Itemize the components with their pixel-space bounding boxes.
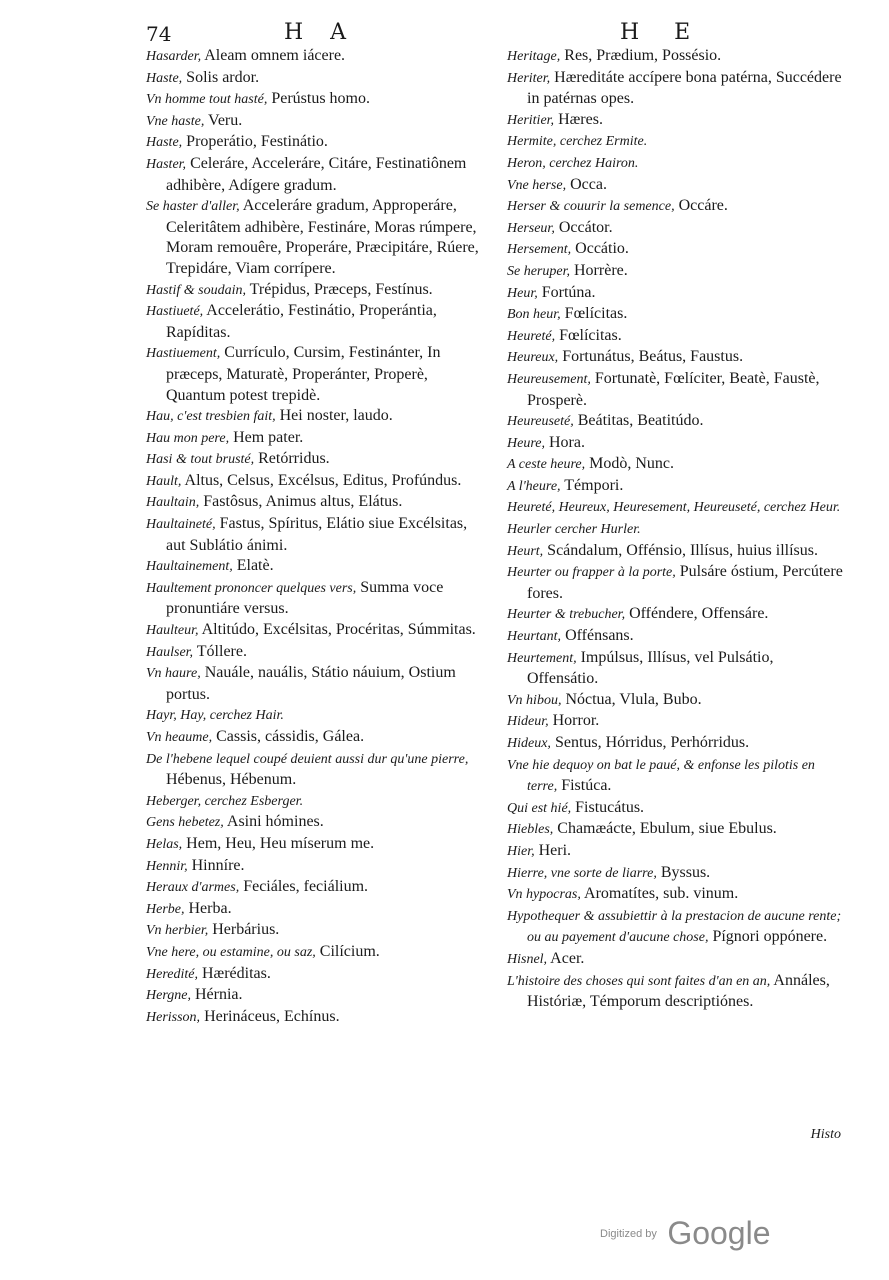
dictionary-entry [146, 492, 486, 514]
latin-gloss: Accelerátio, Festinátio, Properántia, Rapíditas. [166, 302, 437, 341]
headword: Hiebles, [507, 822, 554, 838]
watermark-prefix: Digitized by [600, 1227, 657, 1240]
dictionary-entry [146, 428, 486, 450]
dictionary-entry [507, 949, 847, 971]
latin-gloss: Acer. [547, 949, 585, 967]
headword: Haultain, [146, 495, 200, 511]
latin-gloss: Hei noster, laudo. [275, 407, 393, 425]
latin-gloss: Nauále, nauális, Státio náuium, Ostium portus. [166, 664, 456, 703]
dictionary-entry [507, 261, 847, 283]
headword: Heurter ou frapper à la porte, [507, 565, 676, 581]
latin-gloss: Hem, Heu, Heu míserum me. [182, 834, 375, 852]
headword: Hersement, [507, 242, 572, 258]
latin-gloss: Celeráre, Acceleráre, Citáre, Festinatiônem adhibère, Adígere gradum. [166, 154, 467, 194]
headword: Haster, [146, 156, 187, 172]
latin-gloss: Hora. [544, 433, 585, 451]
dictionary-entry [507, 153, 847, 175]
headword: Vne herse, [507, 177, 567, 193]
dictionary-entry [507, 476, 847, 498]
headword: Helas, [146, 836, 183, 852]
headword: Heredité, [146, 966, 198, 982]
dictionary-entry [507, 304, 847, 326]
latin-gloss: Cilícium. [315, 942, 380, 960]
latin-gloss: Aleam omnem iácere. [201, 47, 346, 64]
latin-gloss: Herbárius. [208, 921, 280, 939]
latin-gloss: Asini hómines. [223, 813, 324, 831]
dictionary-entry [146, 301, 486, 343]
latin-gloss: Fistúca. [557, 777, 612, 795]
headword: Hypothequer & assubiettir à la prestacion de aucune rente; ou au payement d'aucune chose, [507, 908, 842, 946]
latin-gloss: Horrère. [570, 261, 628, 279]
latin-gloss: Aromatítes, sub. vinum. [580, 885, 739, 903]
dictionary-entry [146, 46, 486, 68]
latin-gloss: Fastus, Spíritus, Elátio siue Excélsitas, aut Sublátio ánimi. [166, 515, 468, 554]
dictionary-entry [146, 280, 486, 302]
headword: Vne haste, [146, 113, 205, 129]
dictionary-entry [507, 239, 847, 261]
dictionary-entry [507, 541, 847, 563]
dictionary-entry [507, 411, 847, 433]
dictionary-entry [146, 856, 486, 878]
dictionary-entry [507, 733, 847, 755]
dictionary-entry [146, 406, 486, 428]
dictionary-entry [146, 899, 486, 921]
headword: Heurtement, [507, 650, 577, 666]
latin-gloss: Tóllere. [193, 642, 247, 660]
dictionary-entry [507, 369, 847, 411]
headword: Heur, [507, 285, 538, 301]
headword: Haulteur, [146, 623, 199, 639]
latin-gloss: Res, Prædium, Possésio. [560, 47, 722, 64]
dictionary-entry [146, 154, 486, 196]
latin-gloss: Fœlícitas. [555, 326, 622, 344]
latin-gloss: Trépidus, Præceps, Festínus. [245, 280, 433, 298]
latin-gloss: Occátor. [554, 218, 613, 236]
headword: Vne hie dequoy on bat le paué, & enfonse les pilotis en terre, [507, 757, 815, 795]
latin-gloss: Offénsans. [561, 627, 634, 645]
headword: Haste, [146, 135, 183, 151]
headword: Se heruper, [507, 263, 570, 279]
dictionary-entry [146, 578, 486, 620]
dictionary-entry [507, 690, 847, 712]
headword: Heureux, [507, 350, 559, 366]
headword: Hergne, [146, 988, 191, 1004]
headword: Herisson, [146, 1009, 201, 1025]
headword: Heraux d'armes, [146, 880, 240, 896]
headword: Hastiueté, [146, 304, 204, 320]
dictionary-entry [507, 131, 847, 153]
headword: Se haster d'aller, [146, 199, 240, 215]
dictionary-entry [507, 906, 847, 949]
digitization-watermark [600, 1215, 771, 1252]
dictionary-entry [146, 920, 486, 942]
dictionary-entry [146, 727, 486, 749]
dictionary-entry [507, 519, 847, 541]
dictionary-entry [507, 819, 847, 841]
dictionary-entry [507, 347, 847, 369]
headword: A ceste heure, [507, 457, 586, 473]
latin-gloss: Retórridus. [254, 450, 330, 468]
headword: Vn hypocras, [507, 887, 581, 903]
dictionary-entry [146, 89, 486, 111]
dictionary-entry [146, 663, 486, 705]
dictionary-entry [146, 111, 486, 133]
latin-gloss: Currículo, Cursim, Festinánter, In præceps, Maturatè, Properánter, Properè, Quantum potest trepidè. [166, 344, 441, 404]
latin-gloss: Horror. [548, 712, 600, 730]
latin-gloss: Altitúdo, Excélsitas, Procéritas, Súmmitas. [198, 621, 476, 639]
dictionary-entry [507, 841, 847, 863]
latin-gloss: Impúlsus, Illísus, vel Pulsátio, Offensátio. [527, 648, 774, 688]
latin-gloss: Modò, Nunc. [585, 455, 675, 473]
headword: Heritage, [507, 49, 561, 64]
latin-gloss: Hébenus, Hébenum. [166, 771, 297, 789]
headword: Hau, c'est tresbien fait, [146, 409, 276, 425]
watermark-brand: Google [667, 1215, 771, 1251]
latin-gloss: Feciáles, feciálium. [239, 878, 369, 896]
catchword: Histo [810, 1127, 841, 1142]
latin-gloss: Heri. [534, 841, 572, 859]
headword: Qui est hié, [507, 800, 572, 816]
headword: Haultement prononcer quelques vers, [146, 580, 357, 596]
dictionary-entry [507, 110, 847, 132]
latin-gloss: Occátio. [571, 240, 629, 258]
latin-gloss: Fortunátus, Beátus, Faustus. [558, 348, 744, 366]
dictionary-entry [507, 218, 847, 240]
running-header-left: H A [284, 20, 357, 45]
dictionary-entry [146, 964, 486, 986]
dictionary-entry [146, 942, 486, 964]
dictionary-entry [146, 132, 486, 154]
dictionary-entry [507, 755, 847, 798]
latin-gloss: Occáre. [674, 197, 728, 215]
dictionary-entry [507, 711, 847, 733]
headword: Hierre, vne sorte de liarre, [507, 865, 657, 881]
latin-gloss: Cassis, cássidis, Gálea. [212, 728, 365, 745]
headword: Heure, [507, 435, 545, 451]
headword: Hau mon pere, [146, 430, 230, 446]
latin-gloss: Pígnori oppónere. [708, 928, 828, 946]
headword: Haulser, [146, 644, 194, 660]
latin-gloss: Hæréditas. [197, 964, 271, 982]
dictionary-entry [146, 68, 486, 90]
latin-gloss: Hæreditáte accípere bona patérna, Succédere in patérnas opes. [527, 68, 842, 108]
headword: Heurler cercher Hurler. [507, 522, 641, 538]
latin-gloss: Fortunatè, Fœlíciter, Beatè, Faustè, Prosperè. [527, 369, 820, 409]
latin-gloss: Perústus homo. [267, 90, 370, 108]
headword: Haultainement, [146, 559, 233, 575]
latin-gloss: Sentus, Hórridus, Perhórridus. [550, 734, 750, 751]
headword: Hennir, [146, 858, 188, 874]
running-header-right: H E [620, 20, 705, 45]
latin-gloss: Pulsáre óstium, Percútere fores. [527, 563, 843, 602]
dictionary-entry [146, 791, 486, 813]
latin-gloss: Properátio, Festinátio. [182, 133, 328, 151]
latin-gloss: Altus, Celsus, Excélsus, Editus, Profúndus. [181, 471, 462, 489]
dictionary-entry [146, 514, 486, 556]
dictionary-entry [507, 863, 847, 885]
latin-gloss: Chamæácte, Ebulum, siue Ebulus. [553, 820, 777, 838]
dictionary-entry [507, 626, 847, 648]
dictionary-entry [507, 971, 847, 1013]
headword: Vn hibou, [507, 692, 562, 708]
latin-gloss: Summa voce pronuntiáre versus. [166, 578, 444, 618]
headword: Hisnel, [507, 951, 548, 967]
headword: Vn homme tout hasté, [146, 92, 268, 108]
dictionary-entry [507, 798, 847, 820]
latin-gloss: Nóctua, Vlula, Bubo. [561, 690, 702, 708]
dictionary-entry [146, 1007, 486, 1029]
latin-gloss: Hérnia. [190, 986, 243, 1004]
dictionary-entry [146, 877, 486, 899]
latin-gloss: Offéndere, Offensáre. [625, 605, 769, 623]
headword: Vne here, ou estamine, ou saz, [146, 944, 316, 960]
latin-gloss: Fistucátus. [571, 798, 645, 816]
dictionary-entry [146, 985, 486, 1007]
headword: Heurt, [507, 543, 544, 559]
headword: Herser & couurir la semence, [507, 199, 675, 215]
dictionary-entry [507, 46, 847, 68]
latin-gloss: Fortúna. [537, 283, 596, 301]
latin-gloss: Elatè. [232, 557, 274, 575]
headword: Hier, [507, 843, 535, 859]
headword: Vn heaume, [146, 730, 213, 745]
headword: Heureté, Heureux, Heuresement, Heureuseté, cerchez Heur. [507, 500, 841, 516]
headword: Haste, [146, 70, 183, 86]
headword: Heritier, [507, 112, 555, 128]
dictionary-entry [507, 648, 847, 690]
latin-gloss: Témpori. [560, 476, 624, 494]
latin-gloss: Annáles, Históriæ, Témporum descriptiónes. [527, 971, 830, 1011]
headword: Heriter, [507, 70, 551, 86]
headword: L'histoire des choses qui sont faites d'an en an, [507, 973, 771, 989]
dictionary-entry [146, 812, 486, 834]
dictionary-entry [146, 705, 486, 727]
dictionary-entry [507, 433, 847, 455]
dictionary-entry [507, 454, 847, 476]
dictionary-entry [146, 620, 486, 642]
headword: Bon heur, [507, 307, 561, 323]
headword: Herbe, [146, 901, 185, 917]
headword: Hideux, [507, 736, 551, 751]
headword: Heron, cerchez Hairon. [507, 155, 639, 171]
headword: Heureusement, [507, 371, 591, 387]
latin-gloss: Scándalum, Offénsio, Illísus, huius illísus. [543, 541, 818, 559]
latin-gloss: Fastôsus, Animus altus, Elátus. [199, 493, 403, 511]
headword: Herseur, [507, 220, 555, 236]
dictionary-entry [507, 326, 847, 348]
dictionary-entry [146, 449, 486, 471]
latin-gloss: Veru. [204, 111, 243, 129]
headword: Haultaineté, [146, 517, 216, 533]
headword: Hermite, cerchez Ermite. [507, 134, 648, 150]
headword: Heberger, cerchez Esberger. [146, 793, 304, 809]
headword: Hastif & soudain, [146, 282, 246, 298]
dictionary-entry [507, 884, 847, 906]
headword: Hasi & tout brusté, [146, 452, 255, 468]
latin-gloss: Solis ardor. [182, 68, 260, 86]
latin-gloss: Hem pater. [229, 428, 304, 446]
page-number: 74 [146, 22, 172, 46]
latin-gloss: Hinníre. [187, 856, 245, 874]
dictionary-entry [146, 834, 486, 856]
left-column [146, 46, 486, 1028]
latin-gloss: Fœlícitas. [560, 305, 628, 323]
dictionary-entry [146, 749, 486, 791]
headword: Hastiuement, [146, 346, 221, 362]
latin-gloss: Beátitas, Beatitúdo. [573, 412, 704, 430]
latin-gloss: Herináceus, Echínus. [200, 1007, 340, 1025]
dictionary-entry [507, 68, 847, 110]
dictionary-entry [507, 175, 847, 197]
dictionary-entry [507, 604, 847, 626]
headword: Heurter & trebucher, [507, 607, 626, 623]
headword: Vn herbier, [146, 923, 209, 939]
headword: Heureuseté, [507, 414, 574, 430]
dictionary-entry [507, 283, 847, 305]
dictionary-entry [146, 196, 486, 279]
latin-gloss: Herba. [184, 899, 232, 917]
headword: Hasarder, [146, 49, 202, 64]
headword: Vn haure, [146, 666, 201, 682]
headword: A l'heure, [507, 478, 561, 494]
dictionary-entry [146, 642, 486, 664]
dictionary-entry [507, 196, 847, 218]
dictionary-entry [507, 562, 847, 604]
latin-gloss: Hæres. [554, 110, 603, 128]
dictionary-entry [146, 343, 486, 406]
headword: Hideur, [507, 714, 549, 730]
headword: Hayr, Hay, cerchez Hair. [146, 708, 284, 724]
headword: Gens hebetez, [146, 815, 224, 831]
headword: Heureté, [507, 328, 556, 344]
headword: Heurtant, [507, 629, 562, 645]
latin-gloss: Byssus. [656, 863, 711, 881]
dictionary-entry [146, 556, 486, 578]
dictionary-entry [507, 497, 847, 519]
headword: De l'hebene lequel coupé deuient aussi dur qu'une pierre, [146, 751, 469, 767]
headword: Hault, [146, 473, 182, 489]
right-column [507, 46, 847, 1013]
dictionary-entry [146, 471, 486, 493]
latin-gloss: Acceleráre gradum, Approperáre, Celeritâtem adhibère, Festináre, Moras rúmpere, Moram remouêre, Properáre, Præcipitáre, Rúere, Trepidáre, Viam corrípere. [166, 197, 479, 277]
latin-gloss: Occa. [566, 175, 607, 193]
